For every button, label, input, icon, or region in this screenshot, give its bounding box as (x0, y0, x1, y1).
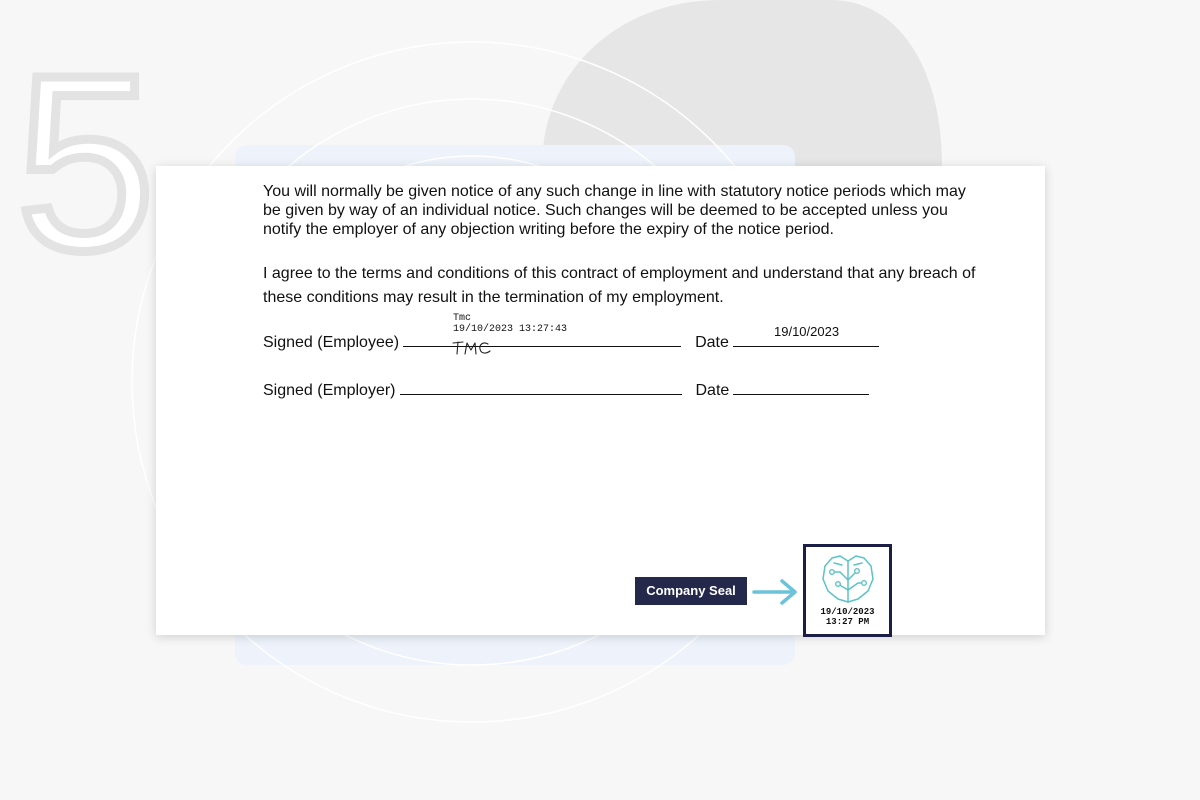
employee-signature-field[interactable] (403, 333, 681, 347)
notice-paragraph: You will normally be given notice of any such change in line with statutory notice periods which may be given by way of an individual notice. Such changes will be deemed to be accepted unless you notify the employer of any objection writing before the expiry of the notice period. (263, 183, 966, 238)
company-seal-label: Company Seal (635, 577, 747, 605)
employee-date-label: Date (695, 334, 729, 351)
arrow-right-icon (752, 578, 798, 606)
seal-date: 19/10/2023 (820, 607, 875, 617)
employer-date-label: Date (695, 382, 730, 399)
step-number: 5 (16, 23, 156, 302)
agreement-paragraph: I agree to the terms and conditions of this contract of employment and understand that any breach of these conditions may result in the termination of my employment. (263, 265, 976, 306)
handwritten-signature (452, 336, 492, 358)
employee-signature-label: Signed (Employee) (263, 334, 400, 351)
employer-signature-label: Signed (Employer) (263, 382, 396, 399)
document-page (156, 166, 1045, 635)
employer-date-field[interactable] (733, 381, 869, 395)
seal-time: 13:27 PM (825, 617, 870, 627)
company-seal (803, 544, 892, 637)
employee-date-value: 19/10/2023 (774, 324, 840, 339)
seal-emblem-icon (820, 552, 876, 604)
signer-name-stamp: Tmc (453, 313, 472, 324)
employer-signature-field[interactable] (400, 381, 682, 395)
employer-signature-line (263, 381, 869, 400)
signature-timestamp: 19/10/2023 13:27:43 (453, 324, 568, 335)
